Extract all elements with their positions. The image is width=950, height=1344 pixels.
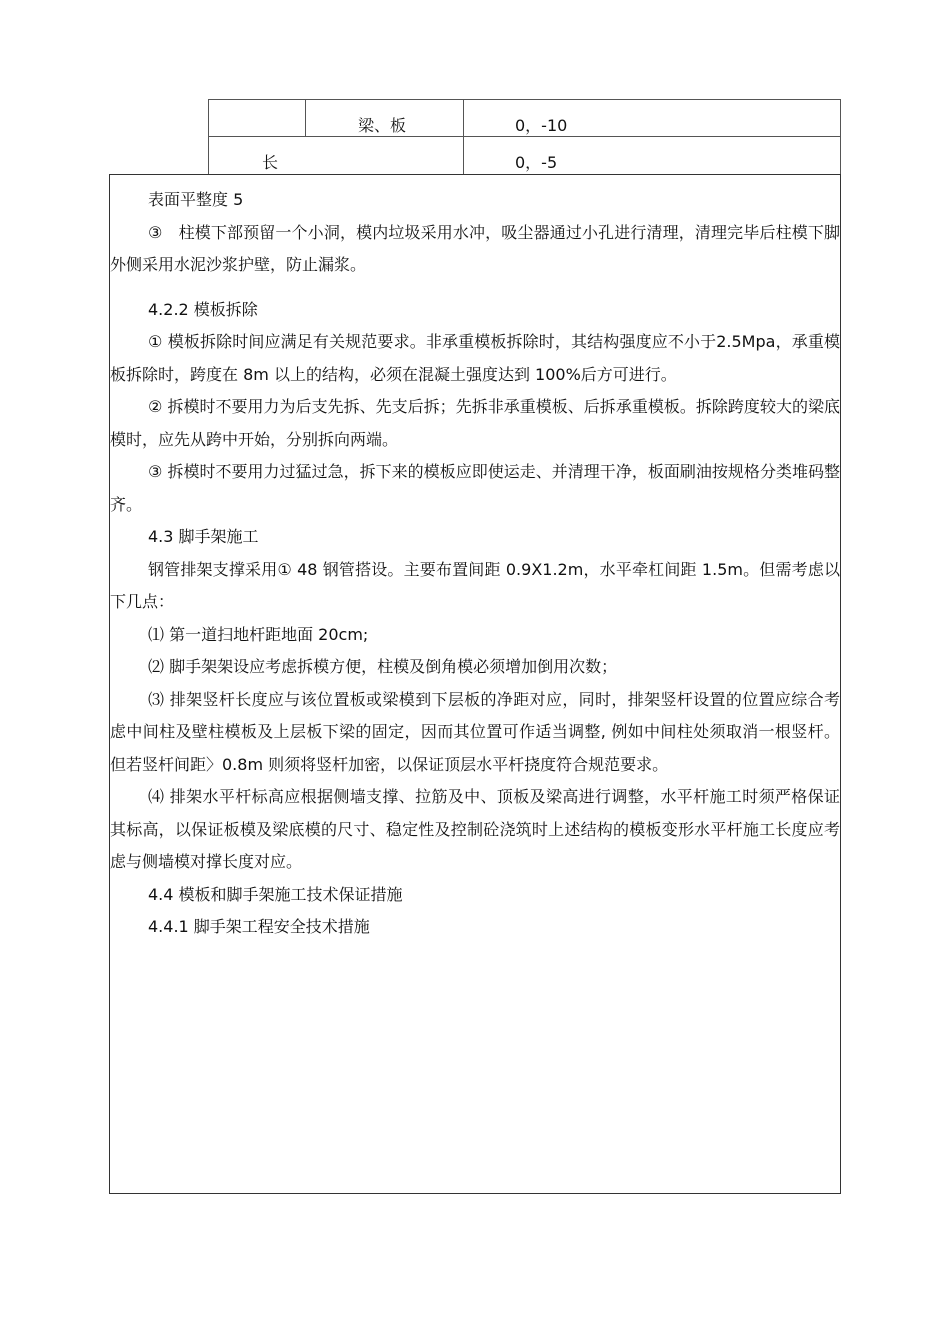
paragraph-scaffold-intro: 钢管排架支撑采用① 48 钢管搭设。主要布置间距 0.9X1.2m，水平牵杠间距 1.5m。但需考虑以下几点： <box>110 559 840 611</box>
table-border-right <box>840 99 841 175</box>
section-heading-4-4: 4.4 模板和脚手架施工技术保证措施 <box>148 884 403 904</box>
paragraph-column-form-cleaning: ③ 柱模下部预留一个小洞，模内垃圾采用水冲，吸尘器通过小孔进行清理，清理完毕后柱模下脚外侧采用水泥沙浆护壁，防止漏浆。 <box>110 222 840 274</box>
frame-tick-right <box>840 293 841 303</box>
list-item-2: ⑵ 脚手架架设应考虑拆模方便，柱模及倒角模必须增加倒用次数； <box>148 657 618 676</box>
paragraph-flatness: 表面平整度 5 <box>148 190 244 209</box>
list-item-1: ⑴ 第一道扫地杆距地面 20cm; <box>148 624 369 644</box>
paragraph-removal-order: ② 拆模时不要用力为后支先拆、先支后拆；先拆非承重模板、后拆承重模板。拆除跨度较大的梁底模时，应先从跨中开始，分别拆向两端。 <box>110 397 840 449</box>
table-cell-value-2: 0，-5 <box>515 153 558 172</box>
section-heading-4-3: 4.3 脚手架施工 <box>148 527 259 546</box>
table-border-left <box>208 99 209 175</box>
section-heading-4-4-1: 4.4.1 脚手架工程安全技术措施 <box>148 917 370 936</box>
table-cell-item-2: 长 <box>262 153 279 172</box>
list-item-3: ⑶ 排架竖杆长度应与该位置板或梁模到下层板的净距对应，同时，排架竖杆设置的位置应综合考虑中间柱及壁柱模板及上层板下梁的固定，因而其位置可作适当调整, 例如中间柱处须取消一根竖杆。但若竖杆间距〉0.8m 则须将竖杆加密，以保证顶层水平杆挠度符合规范要求。 <box>110 689 840 774</box>
table-cell-value-1: 0，-10 <box>515 116 568 135</box>
table-divider-col2 <box>463 99 464 175</box>
table-border-top <box>208 99 841 100</box>
section-heading-4-2-2: 4.2.2 模板拆除 <box>148 299 258 319</box>
table-divider-col1 <box>305 99 306 137</box>
paragraph-removal-care: ③ 拆模时不要用力过猛过急，拆下来的模板应即使运走、并清理干净，板面刷油按规格分类堆码整齐。 <box>110 462 840 514</box>
frame-tick-left <box>109 962 110 972</box>
frame-tick-right <box>840 962 841 972</box>
table-cell-item-1: 梁、板 <box>358 116 407 135</box>
document-body <box>110 184 840 944</box>
list-item-4: ⑷ 排架水平杆标高应根据侧墙支撑、拉筋及中、顶板及梁高进行调整，水平杆施工时须严格保证其标高，以保证板模及梁底模的尺寸、稳定性及控制砼浇筑时上述结构的模板变形水平杆施工长度应考虑与侧墙模对撑长度对应。 <box>110 787 840 871</box>
tolerance-table <box>208 99 841 175</box>
paragraph-removal-time: ① 模板拆除时间应满足有关规范要求。非承重模板拆除时，其结构强度应不小于2.5Mpa，承重模板拆除时，跨度在 8m 以上的结构，必须在混凝土强度达到 100%后方可进行。 <box>110 332 840 384</box>
table-row-divider <box>208 136 841 137</box>
